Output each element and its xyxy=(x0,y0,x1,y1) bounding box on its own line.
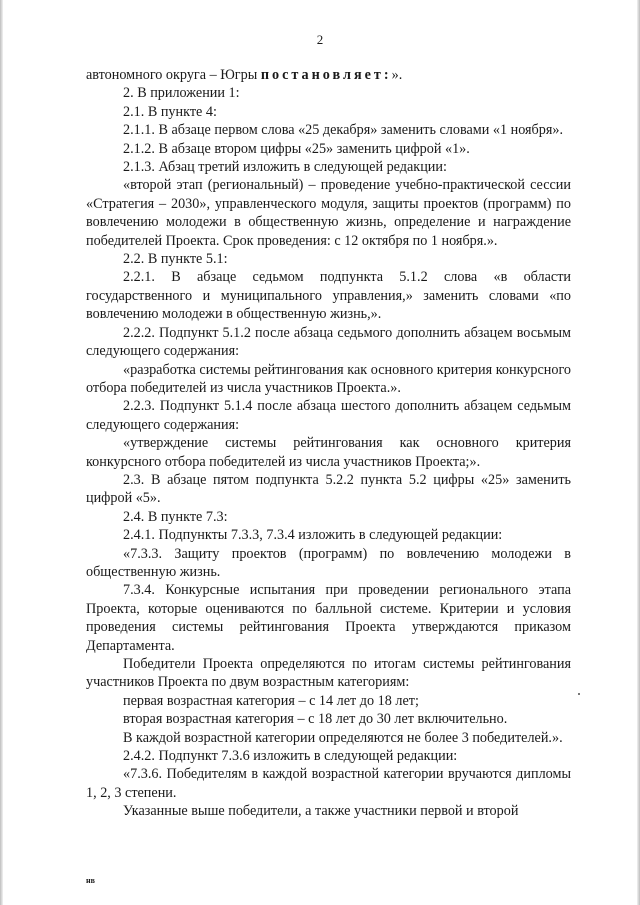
paragraph-8: 2.2.1. В абзаце седьмом подпункта 5.1.2 слова «в области государственного и муниципального управления,» заменить словами «по вовлечению молодежи в общественную жизнь,». xyxy=(86,269,571,323)
paragraph-21: В каждой возрастной категории определяются не более 3 победителей.». xyxy=(123,729,563,746)
paragraph-20: вторая возрастная категория – с 18 лет до 30 лет включительно. xyxy=(123,711,508,728)
paragraph-2: 2.1. В пункте 4: xyxy=(123,103,217,120)
paragraph-3: 2.1.1. В абзаце первом слова «25 декабря» заменить словами «1 ноября». xyxy=(123,122,564,139)
paragraph-0-text: автономного округа – Югры xyxy=(86,67,258,83)
resolution-end: ». xyxy=(391,67,403,83)
paragraph-10: «разработка системы рейтингования как основного критерия конкурсного отбора победителей из числа участников Проекта.». xyxy=(86,361,571,396)
scan-edge-left xyxy=(0,0,3,905)
paragraph-11: 2.2.3. Подпункт 5.1.4 после абзаца шестого дополнить абзацем седьмым следующего содержания: xyxy=(86,398,571,433)
paragraph-4: 2.1.2. В абзаце втором цифры «25» заменить цифрой «1». xyxy=(123,140,470,157)
paragraph-0 xyxy=(86,66,571,84)
paragraph-24: Указанные выше победители, а также участники первой и второй xyxy=(123,803,519,820)
paragraph-16: «7.3.3. Защиту проектов (программ) по вовлечению молодежи в общественную жизнь. xyxy=(86,545,571,580)
scan-dot xyxy=(578,693,580,695)
paragraph-1: 2. В приложении 1: xyxy=(123,85,240,102)
paragraph-19: первая возрастная категория – с 14 лет до 18 лет; xyxy=(123,692,419,709)
paragraph-15: 2.4.1. Подпункты 7.3.3, 7.3.4 изложить в следующей редакции: xyxy=(123,527,503,544)
paragraph-17: 7.3.4. Конкурсные испытания при проведении регионального этапа Проекта, которые оцениваются по балльной системе. Критерии и условия проведения системы рейтингования Проекта утверждаются приказом Департамента. xyxy=(86,582,571,654)
resolution-word: постановляет: xyxy=(260,67,392,83)
paragraph-18: Победители Проекта определяются по итогам системы рейтингования участников Проекта по двум возрастным категориям: xyxy=(86,656,571,691)
paragraph-22: 2.4.2. Подпункт 7.3.6 изложить в следующей редакции: xyxy=(123,748,458,765)
paragraph-6: «второй этап (региональный) – проведение учебно-практической сессии «Стратегия – 2030», управленческого модуля, защиты проектов (программ) по вовлечению молодежи в общественную жизнь, определение и награждение победителей Проекта. Срок проведения: с 12 октября по 1 ноября.». xyxy=(86,177,571,249)
page-number: 2 xyxy=(316,32,324,47)
paragraph-23: «7.3.6. Победителям в каждой возрастной категории вручаются дипломы 1, 2, 3 степени. xyxy=(86,766,571,801)
footer-marker: нв xyxy=(86,876,95,885)
paragraph-9: 2.2.2. Подпункт 5.1.2 после абзаца седьмого дополнить абзацем восьмым следующего содержания: xyxy=(86,324,571,360)
paragraph-12: «утверждение системы рейтингования как основного критерия конкурсного отбора победителей из числа участников Проекта;». xyxy=(86,435,571,470)
paragraph-14: 2.4. В пункте 7.3: xyxy=(123,508,228,525)
paragraph-5: 2.1.3. Абзац третий изложить в следующей редакции: xyxy=(123,159,447,176)
document-body xyxy=(86,66,571,821)
paragraph-13: 2.3. В абзаце пятом подпункта 5.2.2 пункта 5.2 цифры «25» заменить цифрой «5». xyxy=(86,471,571,507)
paragraph-7: 2.2. В пункте 5.1: xyxy=(123,251,228,268)
